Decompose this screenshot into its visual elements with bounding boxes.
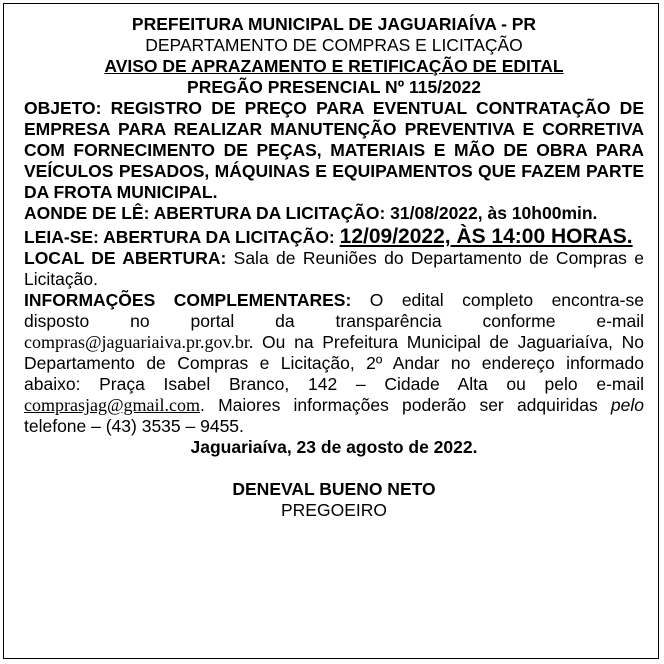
department-name: DEPARTAMENTO DE COMPRAS E LICITAÇÃO bbox=[145, 35, 523, 55]
info-label: INFORMAÇÕES COMPLEMENTARES: bbox=[24, 290, 352, 310]
original-date-paragraph: AONDE DE LÊ: ABERTURA DA LICITAÇÃO: 31/08/2022, às 10h00min. bbox=[24, 203, 598, 223]
location-paragraph bbox=[24, 248, 644, 290]
signer-role: PREGOEIRO bbox=[281, 500, 387, 520]
corrected-date-label: LEIA-SE: ABERTURA DA LICITAÇÃO: bbox=[24, 227, 335, 247]
info-text-1: O edital completo encontra-se disposto no portal da transparência conforme e-mail bbox=[24, 290, 644, 331]
email-link-2[interactable]: comprasjag@gmail.com bbox=[24, 395, 201, 415]
process-number: PREGÃO PRESENCIAL Nº 115/2022 bbox=[187, 77, 481, 97]
info-text-4: telefone – (43) 3535 – 9455. bbox=[24, 416, 244, 436]
info-paragraph bbox=[24, 290, 644, 437]
location-label: LOCAL DE ABERTURA: bbox=[24, 248, 227, 268]
place-date: Jaguariaíva, 23 de agosto de 2022. bbox=[190, 437, 478, 457]
info-pelo: pelo bbox=[610, 395, 644, 415]
signer-name: DENEVAL BUENO NETO bbox=[232, 479, 436, 499]
notice-title: AVISO DE APRAZAMENTO E RETIFICAÇÃO DE EDITAL bbox=[104, 56, 564, 76]
org-name: PREFEITURA MUNICIPAL DE JAGUARIAÍVA - PR bbox=[131, 14, 537, 34]
email-link-1[interactable]: compras@jaguariaiva.pr.gov.br. bbox=[24, 332, 254, 352]
info-text-3: . Maiores informações poderão ser adquiridas bbox=[200, 395, 598, 415]
corrected-date-value: 12/09/2022, ÀS 14:00 HORAS. bbox=[339, 225, 633, 248]
corrected-date-paragraph bbox=[24, 226, 644, 248]
info-text-2: Ou na Prefeitura Municipal de Jaguariaíva, No Departamento de Compras e Licitação, 2º Andar no endereço informado abaixo: Praça Isabel Branco, 142 – Cidade Alta ou pelo e-mail bbox=[24, 332, 644, 394]
public-notice bbox=[3, 3, 659, 659]
object-paragraph: OBJETO: REGISTRO DE PREÇO PARA EVENTUAL CONTRATAÇÃO DE EMPRESA PARA REALIZAR MANUTENÇÃO PREVENTIVA E CORRETIVA COM FORNECIMENTO DE PEÇAS, MATERIAIS E MÃO DE OBRA PARA VEÍCULOS PESADOS, MÁQUINAS E EQUIPAMENTOS QUE FAZEM PARTE DA FROTA MUNICIPAL. bbox=[24, 98, 644, 202]
location-text: Sala de Reuniões do Departamento de Compras e Licitação. bbox=[24, 248, 644, 289]
notice-content bbox=[24, 14, 644, 521]
spacer bbox=[24, 458, 644, 479]
